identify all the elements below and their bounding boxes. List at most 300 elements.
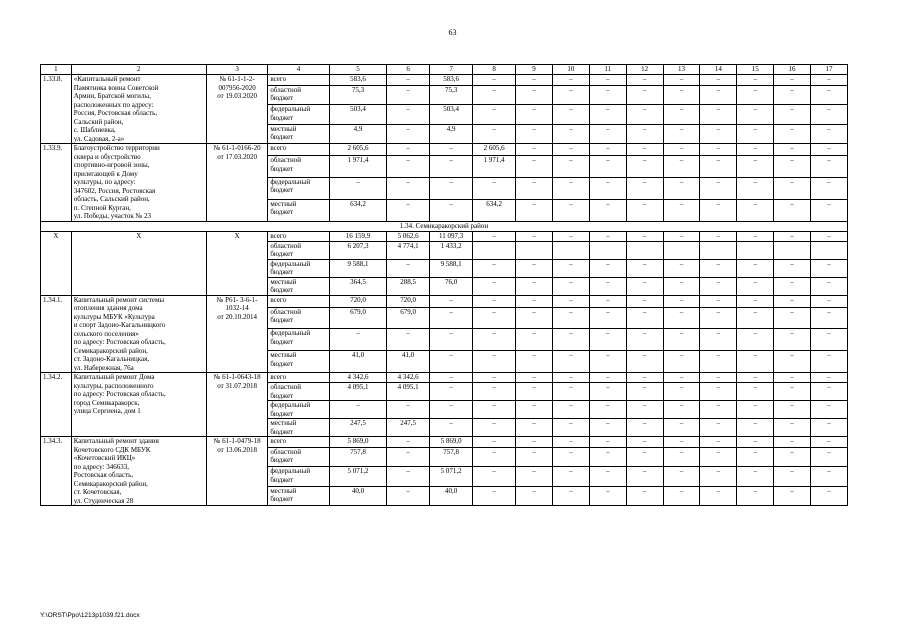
amount-cell: – xyxy=(626,105,663,124)
amount-cell: – xyxy=(430,329,473,351)
amount-cell: – xyxy=(663,277,700,295)
amount-cell: – xyxy=(473,231,516,241)
amount-cell: – xyxy=(589,295,626,307)
amount-cell: – xyxy=(387,259,430,277)
column-number: 13 xyxy=(663,65,700,75)
amount-cell: – xyxy=(473,351,516,373)
amount-cell: – xyxy=(552,75,589,86)
amount-cell: – xyxy=(329,177,386,199)
amount-cell: 757,8 xyxy=(329,447,386,466)
amount-cell: – xyxy=(626,144,663,156)
budget-table xyxy=(40,64,848,506)
item-document: № Р61- 3-6-1- 1032-14 от 20.10.2014 xyxy=(206,295,267,373)
amount-cell: – xyxy=(737,351,774,373)
amount-cell: – xyxy=(516,295,553,307)
amount-cell: 6 207,3 xyxy=(329,241,386,259)
amount-cell xyxy=(774,241,811,259)
amount-cell: – xyxy=(626,75,663,86)
amount-cell: – xyxy=(774,231,811,241)
amount-cell: – xyxy=(589,231,626,241)
amount-cell: 2 605,6 xyxy=(329,144,386,156)
amount-cell: – xyxy=(663,105,700,124)
amount-cell xyxy=(810,241,847,259)
amount-cell: – xyxy=(430,144,473,156)
amount-cell: – xyxy=(774,447,811,466)
amount-cell: – xyxy=(810,401,847,419)
amount-cell: – xyxy=(552,231,589,241)
amount-cell: – xyxy=(589,259,626,277)
amount-cell: – xyxy=(430,177,473,199)
column-number: 12 xyxy=(626,65,663,75)
amount-cell: – xyxy=(663,486,700,505)
amount-cell: 503,4 xyxy=(430,105,473,124)
amount-cell: 679,0 xyxy=(329,307,386,329)
amount-cell: 16 159,9 xyxy=(329,231,386,241)
amount-cell: – xyxy=(663,295,700,307)
amount-cell: – xyxy=(387,329,430,351)
amount-cell: – xyxy=(387,199,430,221)
amount-cell xyxy=(516,241,553,259)
amount-cell: – xyxy=(810,329,847,351)
amount-cell: – xyxy=(552,85,589,104)
amount-cell: – xyxy=(700,231,737,241)
amount-cell: – xyxy=(774,124,811,143)
amount-cell: – xyxy=(516,401,553,419)
column-number-row xyxy=(41,65,848,75)
amount-cell: – xyxy=(810,419,847,437)
amount-cell: – xyxy=(516,351,553,373)
amount-cell: – xyxy=(737,124,774,143)
amount-cell: 757,8 xyxy=(430,447,473,466)
amount-cell: – xyxy=(552,199,589,221)
amount-cell: – xyxy=(700,124,737,143)
amount-cell: – xyxy=(774,105,811,124)
amount-cell: – xyxy=(516,105,553,124)
amount-cell: – xyxy=(626,277,663,295)
amount-cell: – xyxy=(473,329,516,351)
amount-cell: – xyxy=(700,75,737,86)
amount-cell: – xyxy=(626,156,663,178)
table-row xyxy=(41,231,848,241)
amount-cell: – xyxy=(700,486,737,505)
amount-cell: – xyxy=(430,373,473,383)
amount-cell: – xyxy=(516,199,553,221)
amount-cell: – xyxy=(552,329,589,351)
amount-cell: – xyxy=(589,467,626,486)
table-row xyxy=(41,144,848,156)
amount-cell: – xyxy=(737,177,774,199)
column-number: 6 xyxy=(387,65,430,75)
amount-cell xyxy=(589,241,626,259)
amount-cell: – xyxy=(552,177,589,199)
amount-cell: – xyxy=(663,351,700,373)
amount-cell: – xyxy=(589,401,626,419)
amount-cell: – xyxy=(516,177,553,199)
amount-cell: 634,2 xyxy=(473,199,516,221)
amount-cell: 5 869,0 xyxy=(430,437,473,448)
column-number: 14 xyxy=(700,65,737,75)
amount-cell xyxy=(626,241,663,259)
amount-cell: 503,4 xyxy=(329,105,386,124)
amount-cell: – xyxy=(387,177,430,199)
amount-cell: – xyxy=(737,307,774,329)
amount-cell: – xyxy=(737,447,774,466)
amount-cell: – xyxy=(516,144,553,156)
amount-cell: 4 095,1 xyxy=(329,383,386,401)
amount-cell: 41,0 xyxy=(329,351,386,373)
amount-cell: – xyxy=(626,259,663,277)
amount-cell: – xyxy=(552,383,589,401)
amount-cell: 75,3 xyxy=(430,85,473,104)
item-document: № 61-1-0643-18 от 31.07.2018 xyxy=(206,373,267,437)
amount-cell: – xyxy=(663,373,700,383)
amount-cell: – xyxy=(737,295,774,307)
amount-cell: – xyxy=(774,467,811,486)
amount-cell xyxy=(663,241,700,259)
amount-cell: – xyxy=(387,105,430,124)
item-number: 1.34.3. xyxy=(41,437,72,506)
amount-cell: – xyxy=(516,85,553,104)
column-number: 4 xyxy=(268,65,329,75)
amount-cell: – xyxy=(473,373,516,383)
amount-cell: – xyxy=(663,124,700,143)
amount-cell: – xyxy=(700,259,737,277)
amount-cell: – xyxy=(589,383,626,401)
amount-cell: – xyxy=(626,401,663,419)
amount-cell: – xyxy=(552,277,589,295)
amount-cell: – xyxy=(473,105,516,124)
funding-source: местный бюджет xyxy=(268,419,329,437)
amount-cell: 720,0 xyxy=(387,295,430,307)
amount-cell: – xyxy=(589,447,626,466)
section-title: 1.34. Семикаракорский район xyxy=(41,221,848,231)
amount-cell: – xyxy=(700,329,737,351)
amount-cell: – xyxy=(552,486,589,505)
amount-cell: – xyxy=(700,373,737,383)
amount-cell: – xyxy=(626,329,663,351)
amount-cell: – xyxy=(663,85,700,104)
amount-cell: – xyxy=(589,437,626,448)
amount-cell: – xyxy=(737,383,774,401)
amount-cell: – xyxy=(774,486,811,505)
item-number: 1.33.8. xyxy=(41,75,72,144)
amount-cell: – xyxy=(552,447,589,466)
column-number: 17 xyxy=(810,65,847,75)
amount-cell: – xyxy=(473,177,516,199)
amount-cell: – xyxy=(516,277,553,295)
amount-cell: – xyxy=(810,231,847,241)
amount-cell: – xyxy=(626,383,663,401)
amount-cell: – xyxy=(774,85,811,104)
amount-cell: – xyxy=(473,75,516,86)
amount-cell: – xyxy=(663,401,700,419)
item-document: Х xyxy=(206,231,267,295)
amount-cell: – xyxy=(737,467,774,486)
amount-cell: 4 095,1 xyxy=(387,383,430,401)
amount-cell: – xyxy=(663,467,700,486)
item-name: Капитальный ремонт здания Кочетовского СДК МБУК «Кочетовский ИКЦ» по адресу: 346633, Ростовская область, Семикаракорский район, ст. Кочетовская, ул. Студенческая 28 xyxy=(71,437,206,506)
amount-cell: 288,5 xyxy=(387,277,430,295)
amount-cell: – xyxy=(700,419,737,437)
funding-source: областной бюджет xyxy=(268,156,329,178)
amount-cell: – xyxy=(810,383,847,401)
amount-cell: – xyxy=(589,199,626,221)
amount-cell: – xyxy=(737,75,774,86)
amount-cell: 4 774,1 xyxy=(387,241,430,259)
table-row xyxy=(41,373,848,383)
amount-cell: – xyxy=(737,199,774,221)
amount-cell: – xyxy=(700,144,737,156)
amount-cell: – xyxy=(626,199,663,221)
funding-source: местный бюджет xyxy=(268,486,329,505)
amount-cell: – xyxy=(516,383,553,401)
amount-cell: – xyxy=(387,467,430,486)
amount-cell: 1 433,2 xyxy=(430,241,473,259)
amount-cell xyxy=(700,241,737,259)
amount-cell: – xyxy=(387,447,430,466)
amount-cell: – xyxy=(700,467,737,486)
amount-cell: – xyxy=(663,75,700,86)
amount-cell: – xyxy=(626,373,663,383)
amount-cell: – xyxy=(810,277,847,295)
funding-source: всего xyxy=(268,231,329,241)
amount-cell: – xyxy=(774,295,811,307)
funding-source: областной бюджет xyxy=(268,307,329,329)
amount-cell: – xyxy=(589,277,626,295)
amount-cell: – xyxy=(387,124,430,143)
amount-cell: – xyxy=(700,295,737,307)
amount-cell: – xyxy=(589,307,626,329)
item-name: «Капитальный ремонт Памятника воина Советской Армии, Братской могилы, расположенных по адресу: Россия, Ростовская область, Сальский район, с. Шаблиевка, ул. Садовая, 2-а» xyxy=(71,75,206,144)
amount-cell: – xyxy=(774,75,811,86)
amount-cell: 583,6 xyxy=(329,75,386,86)
amount-cell: 1 971,4 xyxy=(473,156,516,178)
amount-cell: – xyxy=(774,383,811,401)
amount-cell: – xyxy=(774,437,811,448)
amount-cell: – xyxy=(810,199,847,221)
item-number: Х xyxy=(41,231,72,295)
amount-cell: – xyxy=(387,156,430,178)
amount-cell: – xyxy=(430,351,473,373)
amount-cell: – xyxy=(430,295,473,307)
amount-cell: 2 605,6 xyxy=(473,144,516,156)
funding-source: областной бюджет xyxy=(268,85,329,104)
item-name: Капитальный ремонт Дома культуры, расположенного по адресу: Ростовская область, город Семикаракорск, улица Сергиена, дом 1 xyxy=(71,373,206,437)
amount-cell: – xyxy=(626,437,663,448)
amount-cell: – xyxy=(774,177,811,199)
amount-cell: – xyxy=(430,383,473,401)
amount-cell: – xyxy=(387,75,430,86)
amount-cell: – xyxy=(430,307,473,329)
amount-cell: – xyxy=(774,419,811,437)
amount-cell: – xyxy=(473,467,516,486)
funding-source: местный бюджет xyxy=(268,199,329,221)
amount-cell: 4,9 xyxy=(329,124,386,143)
amount-cell: – xyxy=(737,144,774,156)
amount-cell: – xyxy=(737,156,774,178)
item-number: 1.34.2. xyxy=(41,373,72,437)
column-number: 2 xyxy=(71,65,206,75)
amount-cell: – xyxy=(589,124,626,143)
amount-cell: – xyxy=(737,419,774,437)
amount-cell: – xyxy=(737,85,774,104)
amount-cell: 9 588,1 xyxy=(430,259,473,277)
amount-cell: – xyxy=(700,85,737,104)
amount-cell: – xyxy=(589,156,626,178)
amount-cell: – xyxy=(774,329,811,351)
item-number: 1.34.1. xyxy=(41,295,72,373)
amount-cell: – xyxy=(387,486,430,505)
amount-cell: – xyxy=(473,419,516,437)
amount-cell: – xyxy=(516,419,553,437)
funding-source: областной бюджет xyxy=(268,447,329,466)
amount-cell: – xyxy=(516,373,553,383)
amount-cell: – xyxy=(663,307,700,329)
amount-cell: 247,5 xyxy=(387,419,430,437)
amount-cell: 583,6 xyxy=(430,75,473,86)
amount-cell: 9 588,1 xyxy=(329,259,386,277)
amount-cell: – xyxy=(810,437,847,448)
amount-cell: – xyxy=(626,85,663,104)
amount-cell: – xyxy=(810,144,847,156)
amount-cell: – xyxy=(700,401,737,419)
amount-cell: – xyxy=(552,401,589,419)
funding-source: всего xyxy=(268,373,329,383)
amount-cell: – xyxy=(774,373,811,383)
table-row xyxy=(41,295,848,307)
amount-cell: – xyxy=(626,486,663,505)
column-number: 15 xyxy=(737,65,774,75)
amount-cell: – xyxy=(810,177,847,199)
funding-source: федеральный бюджет xyxy=(268,105,329,124)
amount-cell: – xyxy=(663,329,700,351)
amount-cell: – xyxy=(810,75,847,86)
funding-source: федеральный бюджет xyxy=(268,467,329,486)
amount-cell: – xyxy=(516,156,553,178)
amount-cell: – xyxy=(700,156,737,178)
amount-cell: 11 097,3 xyxy=(430,231,473,241)
amount-cell: – xyxy=(810,447,847,466)
amount-cell: – xyxy=(589,177,626,199)
amount-cell: – xyxy=(663,447,700,466)
item-document: № 61-1-0166-20 от 17.03.2020 xyxy=(206,144,267,222)
funding-source: местный бюджет xyxy=(268,277,329,295)
amount-cell: – xyxy=(810,486,847,505)
amount-cell: – xyxy=(430,419,473,437)
amount-cell: – xyxy=(387,144,430,156)
amount-cell: – xyxy=(663,156,700,178)
amount-cell: – xyxy=(387,437,430,448)
amount-cell: – xyxy=(516,447,553,466)
amount-cell: – xyxy=(552,124,589,143)
amount-cell: – xyxy=(516,329,553,351)
amount-cell: – xyxy=(473,401,516,419)
amount-cell: 40,0 xyxy=(430,486,473,505)
amount-cell: – xyxy=(387,401,430,419)
amount-cell: – xyxy=(473,383,516,401)
footer-file-path: Y:\ORST\Ppo\1213p1039.f21.docx xyxy=(40,612,140,619)
amount-cell: – xyxy=(774,156,811,178)
amount-cell: 5 062,6 xyxy=(387,231,430,241)
amount-cell: – xyxy=(737,231,774,241)
amount-cell: – xyxy=(552,351,589,373)
amount-cell: – xyxy=(774,401,811,419)
amount-cell: – xyxy=(473,277,516,295)
amount-cell: – xyxy=(329,329,386,351)
amount-cell: 4,9 xyxy=(430,124,473,143)
amount-cell: – xyxy=(700,177,737,199)
amount-cell: 1 971,4 xyxy=(329,156,386,178)
amount-cell: – xyxy=(626,124,663,143)
amount-cell: – xyxy=(473,486,516,505)
item-name: Благоустройство территории сквера и обустройство спортивно-игровой зоны, прилегающей к Дому культуры, по адресу: 347602, Россия, Ростовская область, Сальский район, п. Степной Курган, ул. Победы, участок № 23 xyxy=(71,144,206,222)
amount-cell: – xyxy=(589,75,626,86)
amount-cell: – xyxy=(552,307,589,329)
amount-cell: – xyxy=(430,199,473,221)
amount-cell: – xyxy=(810,259,847,277)
amount-cell: – xyxy=(700,351,737,373)
amount-cell: 4 342,6 xyxy=(329,373,386,383)
amount-cell: – xyxy=(626,447,663,466)
amount-cell: – xyxy=(516,486,553,505)
funding-source: федеральный бюджет xyxy=(268,329,329,351)
amount-cell: – xyxy=(810,156,847,178)
funding-source: федеральный бюджет xyxy=(268,177,329,199)
amount-cell: 364,5 xyxy=(329,277,386,295)
amount-cell: – xyxy=(737,329,774,351)
amount-cell: – xyxy=(516,231,553,241)
amount-cell: – xyxy=(473,447,516,466)
amount-cell: – xyxy=(774,199,811,221)
column-number: 9 xyxy=(516,65,553,75)
amount-cell: – xyxy=(626,231,663,241)
amount-cell: – xyxy=(810,307,847,329)
amount-cell: – xyxy=(552,467,589,486)
amount-cell: – xyxy=(552,144,589,156)
amount-cell: – xyxy=(663,383,700,401)
amount-cell: 720,0 xyxy=(329,295,386,307)
column-number: 1 xyxy=(41,65,72,75)
amount-cell: – xyxy=(516,259,553,277)
amount-cell xyxy=(552,241,589,259)
amount-cell: – xyxy=(663,437,700,448)
item-document: № 61-1-0479-18 от 13.06.2018 xyxy=(206,437,267,506)
amount-cell: – xyxy=(329,401,386,419)
amount-cell: 5 071,2 xyxy=(430,467,473,486)
amount-cell xyxy=(473,241,516,259)
amount-cell: – xyxy=(700,437,737,448)
amount-cell: – xyxy=(552,259,589,277)
amount-cell: – xyxy=(700,383,737,401)
amount-cell: – xyxy=(473,437,516,448)
amount-cell: – xyxy=(663,177,700,199)
amount-cell: – xyxy=(589,419,626,437)
funding-source: местный бюджет xyxy=(268,124,329,143)
amount-cell: – xyxy=(552,105,589,124)
amount-cell: 247,5 xyxy=(329,419,386,437)
amount-cell: – xyxy=(737,401,774,419)
amount-cell: – xyxy=(810,373,847,383)
funding-source: федеральный бюджет xyxy=(268,401,329,419)
amount-cell: – xyxy=(516,437,553,448)
amount-cell: – xyxy=(810,105,847,124)
amount-cell: – xyxy=(473,307,516,329)
amount-cell: – xyxy=(552,295,589,307)
funding-source: всего xyxy=(268,437,329,448)
amount-cell: – xyxy=(774,144,811,156)
amount-cell: – xyxy=(774,277,811,295)
amount-cell: – xyxy=(663,419,700,437)
